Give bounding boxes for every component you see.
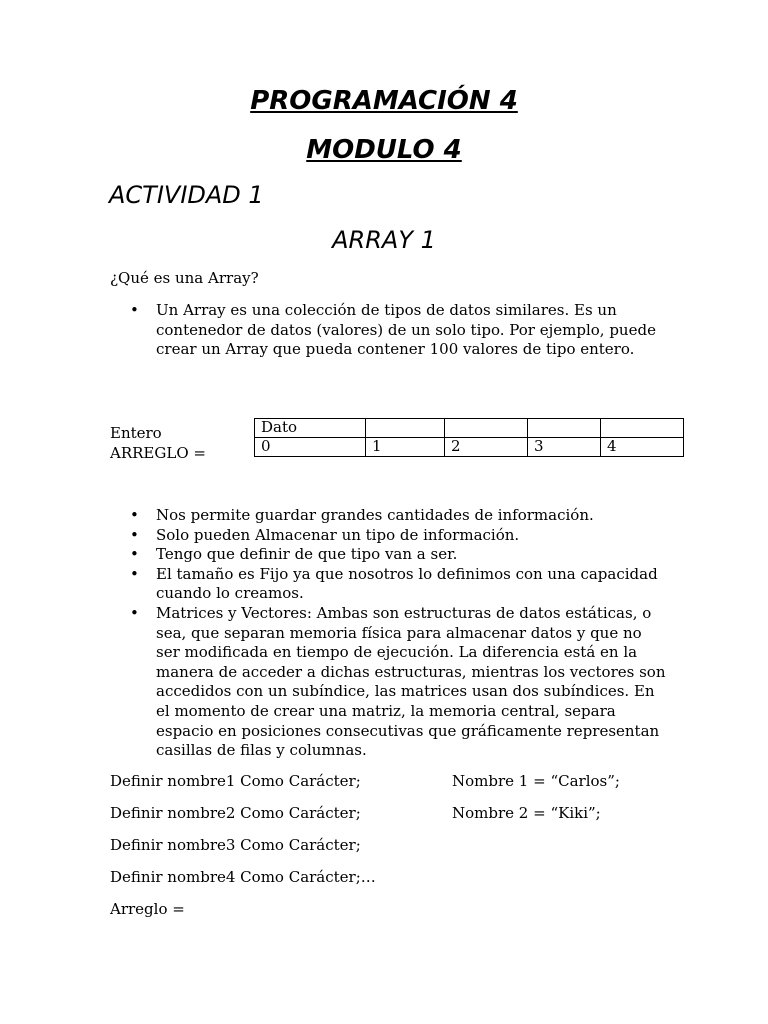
activity-heading: ACTIVIDAD 1 [109,181,264,209]
definition-line: Definir nombre1 Como Carácter; [110,772,361,790]
bullet-icon: • [130,525,139,544]
list-item [110,526,670,546]
question-text: ¿Qué es una Array? [110,269,259,287]
definition-line: Definir nombre4 Como Carácter;… [110,868,376,886]
table-cell: 2 [445,438,528,457]
list-item-text: Nos permite guardar grandes cantidades de información. [156,506,594,524]
bullet-icon: • [130,603,139,622]
bullet-icon: • [130,545,139,564]
intro-bullet-list [110,301,670,360]
array-type-label: Entero [110,424,162,442]
list-item [110,604,670,761]
arreglo-line: Arreglo = [110,900,185,918]
list-item [110,545,670,565]
assignment-line: Nombre 1 = “Carlos”; [452,772,620,790]
table-cell: 0 [255,438,366,457]
section-subtitle: ARRAY 1 [332,226,436,254]
bullet-icon: • [130,564,139,583]
list-item-text: El tamaño es Fijo ya que nosotros lo definimos con una capacidad cuando lo creamos. [156,564,658,603]
table-cell: 3 [528,438,601,457]
array-table [254,418,684,457]
bullet-icon: • [130,301,139,319]
table-row [255,419,684,438]
table-cell [366,419,445,438]
list-item-text: Solo pueden Almacenar un tipo de información. [156,525,520,544]
table-cell [601,419,684,438]
list-item [110,565,670,604]
document-title: PROGRAMACIÓN 4 [250,86,518,116]
definition-line: Definir nombre3 Como Carácter; [110,836,361,854]
assignment-line: Nombre 2 = “Kiki”; [452,804,601,822]
table-row [255,438,684,457]
table-cell: Dato [255,419,366,438]
table-cell [528,419,601,438]
list-item-text: Un Array es una colección de tipos de datos similares. Es un contenedor de datos (valores) de un solo tipo. Por ejemplo, puede crear un Array que pueda contener 100 valores de tipo entero. [156,301,656,359]
list-item-text: Tengo que definir de que tipo van a ser. [156,545,458,564]
table-cell: 1 [366,438,445,457]
list-item [110,506,670,526]
table-cell [445,419,528,438]
list-item-text: Matrices y Vectores: Ambas son estructuras de datos estáticas, o sea, que separan memoria física para almacenar datos y que no ser modificada en tiempo de ejecución. La diferencia está en la manera de acceder a dichas estructuras, mientras los vectores son accedidos con un subíndice, las matrices usan dos subíndices. En el momento de crear una matriz, la memoria central, separa espacio en posiciones consecutivas que gráficamente representan casillas de filas y columnas. [156,603,666,760]
list-item [110,301,670,360]
module-title: MODULO 4 [306,135,462,165]
features-bullet-list [110,506,670,761]
bullet-icon: • [130,506,139,524]
definition-line: Definir nombre2 Como Carácter; [110,804,361,822]
array-name-label: ARREGLO = [110,443,206,462]
table-cell: 4 [601,438,684,457]
array-label [110,424,206,463]
